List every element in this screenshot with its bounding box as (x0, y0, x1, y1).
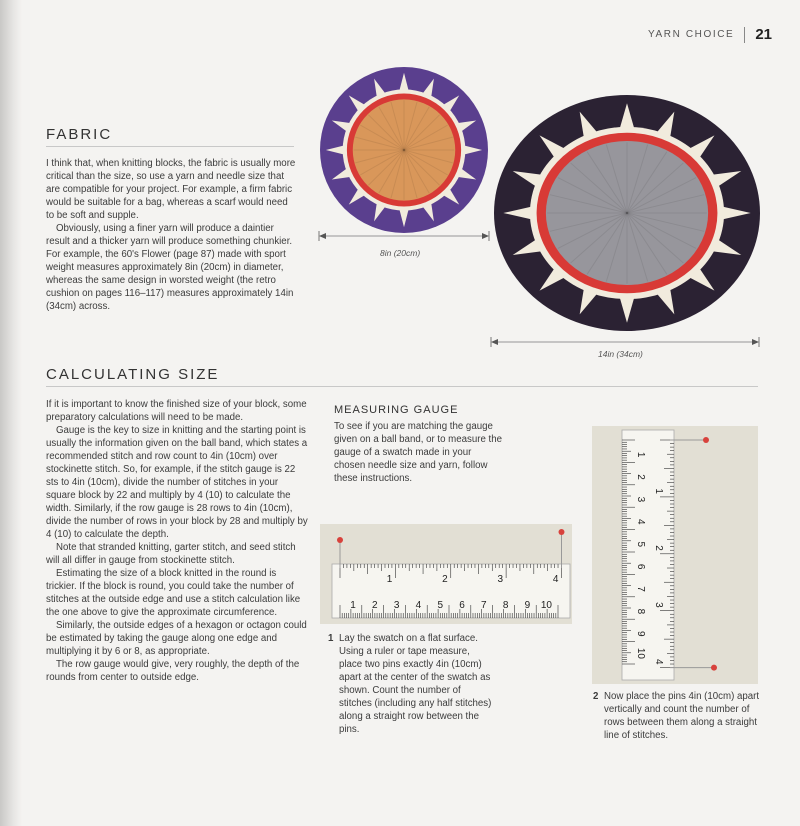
measuring-intro: To see if you are matching the gauge given on a ball band, or to measure the gauge of a swatch made in your chosen needle size and yarn, follow these instructions. (334, 421, 503, 484)
small-dimension-label: 8in (20cm) (380, 248, 421, 258)
inch-label: 2 (442, 574, 448, 585)
pin-head-left (337, 537, 343, 543)
pin-head-right (558, 529, 564, 535)
step-2-number: 2 (593, 691, 599, 702)
fabric-body (46, 157, 296, 313)
running-head (648, 26, 772, 43)
cm-label: 7 (635, 586, 646, 592)
large-knitted-block (493, 94, 761, 332)
step-2-text: Now place the pins 4in (10cm) apart vertically and count the number of rows between them along a straight line of stitches. (604, 691, 760, 741)
pin-head-bottom (711, 665, 717, 671)
pin-head-top (703, 437, 709, 443)
vertical-ruler-swatch (592, 416, 758, 684)
cm-label: 2 (372, 600, 378, 611)
small-dimension-arrow (319, 230, 489, 242)
large-dimension-label: 14in (34cm) (598, 349, 643, 359)
fabric-paragraph: Obviously, using a finer yarn will produce a daintier result and a thicker yarn will produce something chunkier. For example, the 60's Flower (page 87) made with sport weight measures approximately 8in (20cm) in diameter, whereas the same design in worsted weight (the retro cushion on pages 116–117) measures approximately 14in (34cm) across. (46, 223, 294, 312)
step-1-number: 1 (328, 633, 334, 644)
cm-label: 1 (635, 451, 646, 458)
cm-label: 4 (415, 600, 422, 611)
cm-label: 7 (481, 600, 487, 611)
calculating-paragraph: Similarly, the outside edges of a hexagon or octagon could be estimated by taking the gauge along one edge and multiplying it by 6 or 8, as appropriate. (46, 620, 307, 657)
cm-label: 3 (635, 496, 646, 503)
calculating-rule (46, 386, 758, 387)
header-divider (744, 27, 745, 43)
calculating-paragraph: The row gauge would give, very roughly, the depth of the rounds from center to outside edge. (46, 659, 300, 683)
section-name: YARN CHOICE (648, 29, 735, 40)
swatch-fabric (592, 426, 758, 684)
cm-label: 8 (635, 608, 646, 615)
measuring-heading: MEASURING GAUGE (334, 404, 459, 416)
cm-label: 2 (635, 474, 646, 480)
inch-label: 4 (653, 659, 664, 665)
cm-label: 1 (350, 600, 356, 611)
fabric-paragraph: I think that, when knitting blocks, the fabric is usually more critical than the size, so use a yarn and needle size that are compatible for your project. For example, a firm fabric would be suitable for a bag, whereas a scarf would need to be soft and supple. (46, 158, 296, 221)
cm-label: 10 (635, 647, 646, 659)
calculating-paragraph: If it is important to know the finished size of your block, some preparatory calculations will need to be made. (46, 399, 307, 423)
cm-label: 3 (393, 600, 400, 611)
cm-label: 10 (540, 600, 552, 611)
calculating-body (46, 398, 308, 684)
calculating-paragraph: Estimating the size of a block knitted in the round is trickier. If the block is round, you could take the number of stitches at the outside edge and use a stitch calculation like the one above to give the approximate circumference. (46, 568, 301, 618)
inch-label: 3 (497, 574, 504, 585)
cm-label: 5 (635, 541, 646, 547)
step-1-caption (328, 632, 493, 735)
large-dimension-arrow (491, 336, 759, 348)
cm-label: 5 (437, 600, 443, 611)
cm-label: 9 (524, 600, 531, 611)
inch-label: 3 (653, 602, 664, 608)
cm-label: 8 (502, 600, 509, 611)
calculating-paragraph: Note that stranded knitting, garter stitch, and seed stitch will all differ in gauge from stockinette stitch. (46, 542, 296, 566)
fabric-heading: FABRIC (46, 126, 113, 143)
cm-label: 6 (635, 563, 646, 570)
cm-label: 6 (459, 600, 465, 611)
page-spine-shadow (0, 0, 22, 826)
inch-label: 1 (386, 574, 393, 585)
horizontal-ruler-swatch (320, 524, 572, 624)
step-1-text: Lay the swatch on a flat surface. Using a ruler or tape measure, place two pins exactly 4in (10cm) apart at the center of the swatch as shown. Count the number of stitches (including any half stitches) along a straight row between the pins. (339, 633, 492, 735)
inch-label: 4 (552, 574, 559, 585)
inch-label: 2 (653, 545, 664, 551)
calculating-heading: CALCULATING SIZE (46, 366, 220, 383)
cm-label: 4 (635, 519, 646, 525)
inch-label: 1 (653, 488, 664, 494)
ruler-body (622, 430, 674, 680)
fabric-rule (46, 146, 294, 147)
cm-label: 9 (635, 631, 646, 637)
step-2-caption (593, 690, 760, 741)
page-number: 21 (755, 26, 772, 43)
small-knitted-block (320, 66, 488, 234)
calculating-paragraph: Gauge is the key to size in knitting and the starting point is usually the information given on the ball band, which states a recommended stitch and row count to 4in (10cm) over stockinette stitch. So, for example, if the stitch gauge is 22 sts to 4in (10cm), divide the number of stitches in your square block by 22 and multiply by 4 (10) to calculate the width. Similarly, if the row gauge is 28 rows to 4in (10cm), divide the number of rows in your block by 28 and multiply by 4 (10) to calculate the depth. (46, 425, 308, 540)
